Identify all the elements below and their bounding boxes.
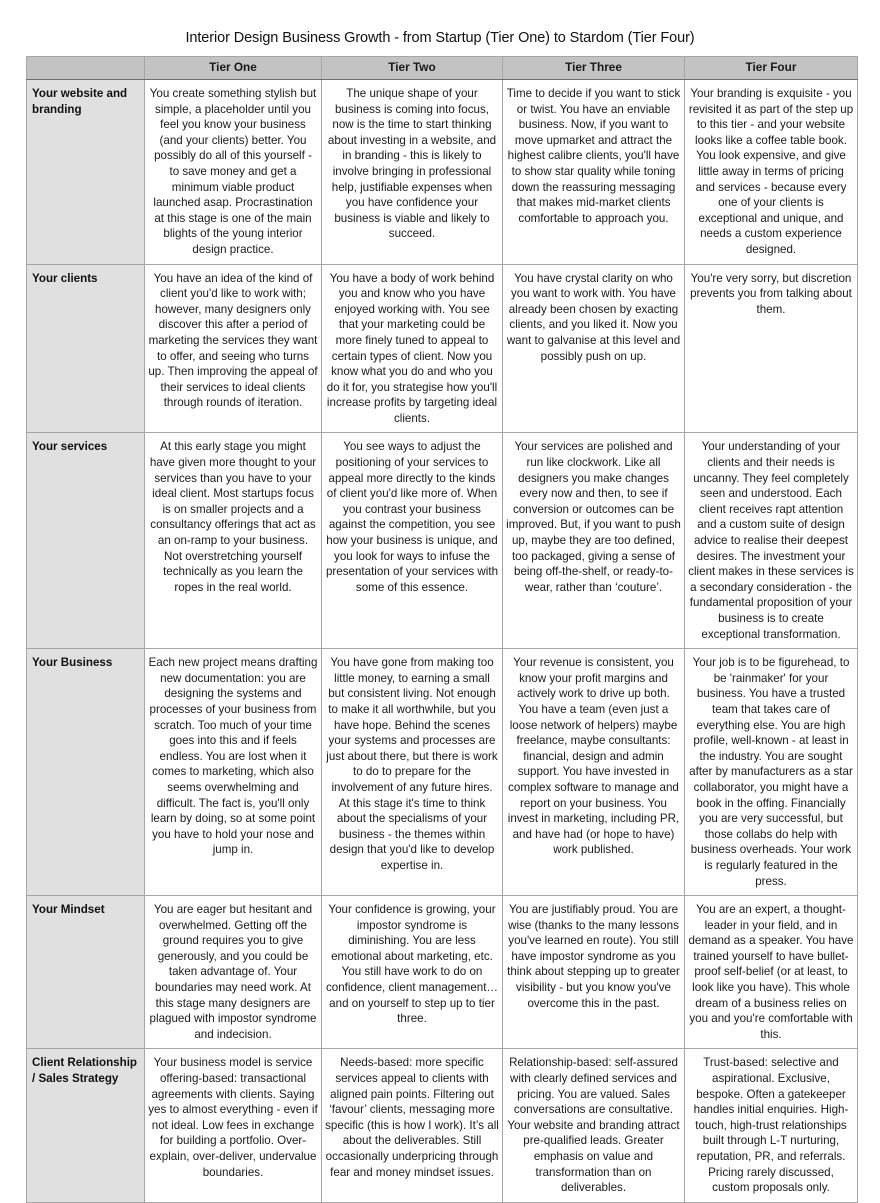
table-cell-tier-four: You are an expert, a thought-leader in your field, and in demand as a speaker. You have trained yourself to have bullet-proof self-belief (or at least, to look like you have). This whole dream of a business relies on you and you're comfortable with this. xyxy=(685,896,858,1049)
tier-comparison-table xyxy=(26,56,858,1203)
table-cell-tier-four: Trust-based: selective and aspirational. Exclusive, bespoke. Often a gatekeeper handles initial enquiries. High-touch, high-trust relationships built through L-T nurturing, reputation, PR, and referrals. Pricing rarely discussed, custom proposals only. xyxy=(685,1049,858,1202)
column-header-tier-one: Tier One xyxy=(145,57,322,80)
table-cell-tier-one: You are eager but hesitant and overwhelmed. Getting off the ground requires you to give generously, and you could be taken advantage of. Your boundaries may need work. At this stage many designers are plagued with impostor syndrome and indecision. xyxy=(145,896,322,1049)
row-label: Your services xyxy=(27,433,145,649)
table-cell-tier-four: You're very sorry, but discretion prevents you from talking about them. xyxy=(685,264,858,433)
row-label: Client Relationship / Sales Strategy xyxy=(27,1049,145,1202)
table-cell-tier-two: Your confidence is growing, your impostor syndrome is diminishing. You are less emotional about marketing, etc. You still have work to do on confidence, client management…and on yourself to step up to tier three. xyxy=(322,896,503,1049)
document-title: Interior Design Business Growth - from Startup (Tier One) to Stardom (Tier Four) xyxy=(185,30,695,46)
table-cell-tier-two: The unique shape of your business is coming into focus, now is the time to start thinking about investing in a website, and in branding - this is likely to involve bringing in professional help, justifiable expenses when you have confidence your business is viable and likely to succeed. xyxy=(322,80,503,265)
table-row-client-relationship-sales-strategy xyxy=(27,1049,858,1202)
table-cell-tier-one: Your business model is service offering-based: transactional agreements with clients. Saying yes to almost everything - even if not ideal. Low fees in exchange for building a portfolio. Over-explain, over-deliver, undervalue boundaries. xyxy=(145,1049,322,1202)
table-row-mindset xyxy=(27,896,858,1049)
row-label: Your clients xyxy=(27,264,145,433)
table-cell-tier-three: Relationship-based: self-assured with clearly defined services and pricing. You are valued. Sales conversations are consultative. Your website and branding attract pre-qualified leads. Greater emphasis on value and transformation than on deliverables. xyxy=(503,1049,685,1202)
table-row-business xyxy=(27,649,858,896)
column-header-tier-two: Tier Two xyxy=(322,57,503,80)
table-cell-tier-four: Your branding is exquisite - you revisited it as part of the step up to this tier - and your website looks like a coffee table book. You look expensive, and give little away in terms of pricing and services - because every one of your clients is exceptional and unique, and needs a custom experience designed. xyxy=(685,80,858,265)
table-cell-tier-two: You have a body of work behind you and know who you have enjoyed working with. You see that your marketing could be more finely tuned to appeal to certain types of client. Now you know what you do and who you do it for, you strategise how you'll increase profits by targeting ideal clients. xyxy=(322,264,503,433)
table-cell-tier-two: Needs-based: more specific services appeal to clients with aligned pain points. Filtering out ‘favour’ clients, messaging more specific (this is how I work). It’s all about the deliverables. Still occasionally underpricing through fear and money mindset issues. xyxy=(322,1049,503,1202)
table-header-row xyxy=(27,57,858,80)
table-cell-tier-one: You have an idea of the kind of client you'd like to work with; however, many designers only discover this after a period of marketing the services they want to offer, and seeing who turns up. Then improving the appeal of their services to ideal clients through rounds of iteration. xyxy=(145,264,322,433)
table-cell-tier-three: You are justifiably proud. You are wise (thanks to the many lessons you've learned en route). You still have impostor syndrome as you think about stepping up to greater visibility - but you know you've overcome this in the past. xyxy=(503,896,685,1049)
row-label: Your Mindset xyxy=(27,896,145,1049)
table-cell-tier-four: Your understanding of your clients and their needs is uncanny. They feel completely seen and understood. Each client receives rapt attention and a custom suite of design advice to realise their deepest desires. The investment your client makes in these services is a secondary consideration - the fundamental proposition of your business is to create exceptional transformation. xyxy=(685,433,858,649)
table-cell-tier-three: Your revenue is consistent, you know your profit margins and actively work to drive up both. You have a team (even just a loose network of helpers) maybe freelance, maybe consultants: financial, design and admin support. You have invested in complex software to manage and report on your business. You invest in marketing, including PR, and have had (or hope to have) work published. xyxy=(503,649,685,896)
table-row-services xyxy=(27,433,858,649)
table-row-clients xyxy=(27,264,858,433)
table-cell-tier-three: You have crystal clarity on who you want to work with. You have already been chosen by exacting clients, and you liked it. Now you want to galvanise at this level and possibly push on up. xyxy=(503,264,685,433)
table-cell-tier-two: You have gone from making too little money, to earning a small but consistent living. Not enough to make it all worthwhile, but you have hope. Behind the scenes your systems and processes are just about there, but there is work to do to prepare for the involvement of any future hires. At this stage it's time to think about the specialisms of your business - the themes within design that you'd like to develop expertise in. xyxy=(322,649,503,896)
table-cell-tier-four: Your job is to be figurehead, to be 'rainmaker' for your business. You have a trusted team that takes care of everything else. You are high profile, well-known - at least in the industry. You are sought after by manufacturers as a star collaborator, you might have a book in the offing. Financially you are very successful, but those collabs do help with business overheads. Your work is regularly featured in the press. xyxy=(685,649,858,896)
row-label: Your Business xyxy=(27,649,145,896)
table-row-website-and-branding xyxy=(27,80,858,265)
table-cell-tier-three: Your services are polished and run like clockwork. Like all designers you make changes every now and then, to see if conversion or outcomes can be improved. But, if you want to push up, maybe they are too defined, too packaged, giving a sense of being off-the-shelf, or ready-to-wear, rather than ‘couture’. xyxy=(503,433,685,649)
table-cell-tier-one: Each new project means drafting new documentation: you are designing the systems and processes of your business from scratch. Too much of your time goes into this and if feels endless. You are lost when it comes to marketing, which also seems overwhelming and difficult. The fact is, you'll only learn by doing, so at some point you have to hold your nose and jump in. xyxy=(145,649,322,896)
header-corner-cell xyxy=(27,57,145,80)
row-label: Your website and branding xyxy=(27,80,145,265)
column-header-tier-four: Tier Four xyxy=(685,57,858,80)
column-header-tier-three: Tier Three xyxy=(503,57,685,80)
table-cell-tier-one: At this early stage you might have given more thought to your services than you have to your ideal client. Most startups focus is on smaller projects and a consultancy offerings that act as an on-ramp to your business. Not overstretching yourself technically as you learn the ropes in the real world. xyxy=(145,433,322,649)
table-cell-tier-two: You see ways to adjust the positioning of your services to appeal more directly to the kinds of client you'd like more of. When you contrast your business against the competition, you see how your business is unique, and you look for ways to infuse the presentation of your services with some of this essence. xyxy=(322,433,503,649)
table-cell-tier-three: Time to decide if you want to stick or twist. You have an enviable business. Now, if you want to move upmarket and attract the highest calibre clients, you'll have to show star quality while toning down the reassuring messaging that makes mid-market clients comfortable to approach you. xyxy=(503,80,685,265)
table-cell-tier-one: You create something stylish but simple, a placeholder until you feel you know your business (and your clients) better. You possibly do all of this yourself - to save money and get a minimum viable product launched asap. Procrastination at this stage is one of the main blights of the young interior design practice. xyxy=(145,80,322,265)
